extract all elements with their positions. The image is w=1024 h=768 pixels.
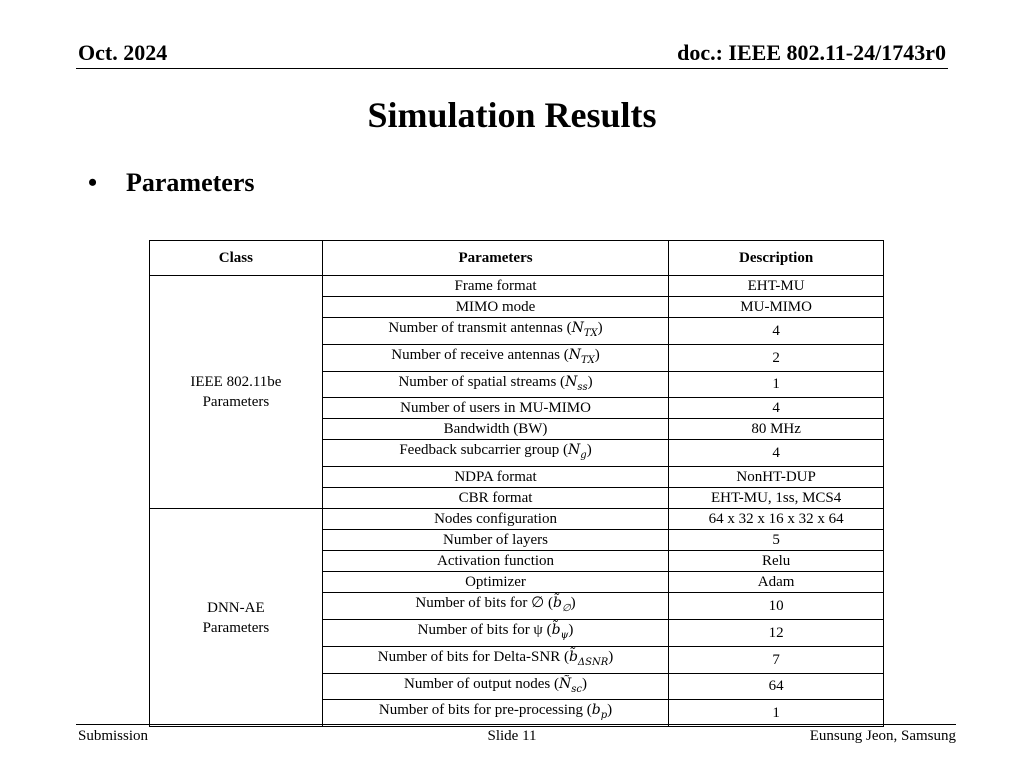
parameter-text: Number of users in MU-MIMO	[400, 400, 591, 417]
parameter-text: Activation function	[436, 553, 555, 570]
math-symbol-base: Ñ	[559, 675, 572, 692]
class-label-line: Parameters	[202, 619, 270, 636]
parameter-text-suffix: )	[582, 675, 587, 692]
math-symbol-base: N	[568, 346, 581, 363]
footer-slide-number: Slide 11	[487, 728, 537, 744]
math-symbol-base: b̃	[568, 648, 578, 665]
class-cell	[150, 276, 323, 509]
math-symbol-subscript: ∅	[561, 602, 571, 614]
math-symbol	[571, 320, 598, 339]
header-rule	[76, 68, 948, 69]
bullet-item	[88, 168, 254, 198]
parameter-text: Nodes configuration	[434, 511, 557, 528]
parameter-text: Feedback subcarrier group (	[399, 442, 569, 459]
parameter-text-suffix: )	[586, 442, 592, 459]
parameter-text-suffix: )	[608, 648, 614, 665]
table-body	[150, 276, 884, 727]
parameter-text-suffix: )	[607, 702, 613, 719]
parameter-cell	[322, 440, 668, 467]
parameter-cell	[322, 673, 668, 700]
math-symbol-subscript: TX	[580, 354, 595, 366]
parameter-cell	[322, 344, 668, 371]
table-row	[150, 276, 884, 297]
parameter-cell	[322, 398, 668, 419]
parameter-text: Number of bits for pre-processing (	[378, 702, 592, 719]
class-cell	[150, 509, 323, 727]
bullet-marker: •	[88, 168, 98, 197]
table-header-row	[150, 241, 884, 276]
math-symbol-base: N	[571, 320, 584, 336]
description-cell: 7	[669, 646, 884, 673]
parameter-text: Number of transmit antennas (	[388, 320, 572, 336]
parameter-text: MIMO mode	[455, 299, 536, 315]
footer-author: Eunsung Jeon, Samsung	[809, 728, 956, 744]
math-symbol-subscript: ss	[577, 381, 588, 393]
parameter-cell	[322, 700, 668, 727]
parameter-text-suffix: )	[568, 621, 574, 638]
description-cell: Relu	[669, 551, 884, 572]
parameter-text-suffix: )	[597, 320, 603, 336]
math-symbol-subscript: TX	[583, 327, 598, 339]
slide-title: Simulation Results	[367, 95, 657, 135]
parameter-cell	[322, 646, 668, 673]
math-symbol	[568, 442, 587, 462]
math-symbol	[552, 595, 571, 614]
parameter-text: Optimizer	[465, 574, 526, 591]
parameter-text: Number of output nodes (	[404, 675, 560, 692]
header-doc-id: doc.: IEEE 802.11-24/1743r0	[677, 40, 946, 65]
description-cell: Adam	[669, 572, 884, 593]
header-description: Description	[669, 241, 884, 276]
class-label-line: IEEE 802.11be	[190, 374, 282, 391]
math-symbol-base: b̃	[552, 595, 562, 612]
description-cell: 1	[669, 371, 884, 398]
header-parameters: Parameters	[322, 241, 668, 276]
description-cell: 64 x 32 x 16 x 32 x 64	[669, 509, 884, 530]
description-cell: 4	[669, 318, 884, 345]
parameter-text-suffix: )	[587, 373, 593, 390]
parameter-text: Number of receive antennas (	[391, 346, 569, 363]
parameter-text: Frame format	[454, 278, 537, 294]
math-symbol	[591, 702, 608, 722]
parameter-text: Number of layers	[443, 532, 548, 549]
parameter-cell	[322, 318, 668, 345]
math-symbol	[568, 648, 609, 668]
description-cell: EHT-MU	[669, 276, 884, 297]
description-cell: 12	[669, 619, 884, 646]
parameter-text: Number of spatial streams (	[398, 373, 566, 390]
parameter-cell	[322, 467, 668, 488]
math-symbol-base: b	[591, 702, 601, 719]
description-cell: 4	[669, 440, 884, 467]
math-symbol	[551, 621, 569, 641]
table-row	[150, 509, 884, 530]
footer-rule	[76, 724, 956, 725]
parameter-text: Bandwidth (BW)	[443, 421, 548, 438]
bullet-text: Parameters	[126, 168, 255, 197]
math-symbol-subscript: ψ	[560, 629, 569, 641]
description-cell: MU-MIMO	[669, 297, 884, 318]
parameter-cell	[322, 619, 668, 646]
parameter-cell	[322, 276, 668, 297]
parameter-cell	[322, 572, 668, 593]
parameter-text: Number of bits for Delta-SNR (	[377, 648, 569, 665]
parameter-text: NDPA format	[454, 469, 537, 486]
description-cell: EHT-MU, 1ss, MCS4	[669, 488, 884, 509]
parameter-text-suffix: )	[594, 346, 600, 363]
description-cell: NonHT-DUP	[669, 467, 884, 488]
parameter-cell	[322, 297, 668, 318]
math-symbol	[565, 373, 588, 393]
parameter-cell	[322, 488, 668, 509]
description-cell: 5	[669, 530, 884, 551]
parameter-cell	[322, 593, 668, 620]
parameter-cell	[322, 371, 668, 398]
header-class: Class	[150, 241, 323, 276]
class-label-line: Parameters	[202, 394, 270, 411]
math-symbol-base: N	[565, 373, 578, 390]
parameter-text: Number of bits for ∅ (	[415, 595, 553, 612]
math-symbol-subscript: p	[600, 710, 608, 722]
parameter-text: CBR format	[458, 490, 533, 507]
parameter-cell	[322, 551, 668, 572]
description-cell: 4	[669, 398, 884, 419]
math-symbol-subscript: sc	[571, 683, 582, 695]
parameter-text: Number of bits for ψ (	[417, 621, 552, 638]
math-symbol-base: N	[568, 442, 581, 459]
parameter-text-suffix: )	[570, 595, 576, 612]
description-cell: 1	[669, 700, 884, 727]
parameter-cell	[322, 419, 668, 440]
description-cell: 10	[669, 593, 884, 620]
parameter-cell	[322, 509, 668, 530]
header-date: Oct. 2024	[78, 40, 168, 65]
description-cell: 2	[669, 344, 884, 371]
parameter-cell	[322, 530, 668, 551]
footer-submission: Submission	[78, 728, 149, 744]
math-symbol-subscript: g	[580, 450, 587, 462]
math-symbol	[568, 346, 595, 366]
class-label-line: DNN-AE	[207, 599, 265, 616]
parameters-table	[149, 240, 884, 727]
math-symbol-base: b̃	[551, 621, 561, 638]
math-symbol	[559, 675, 582, 695]
description-cell: 80 MHz	[669, 419, 884, 440]
math-symbol-subscript: ΔSNR	[577, 656, 609, 668]
description-cell: 64	[669, 673, 884, 700]
